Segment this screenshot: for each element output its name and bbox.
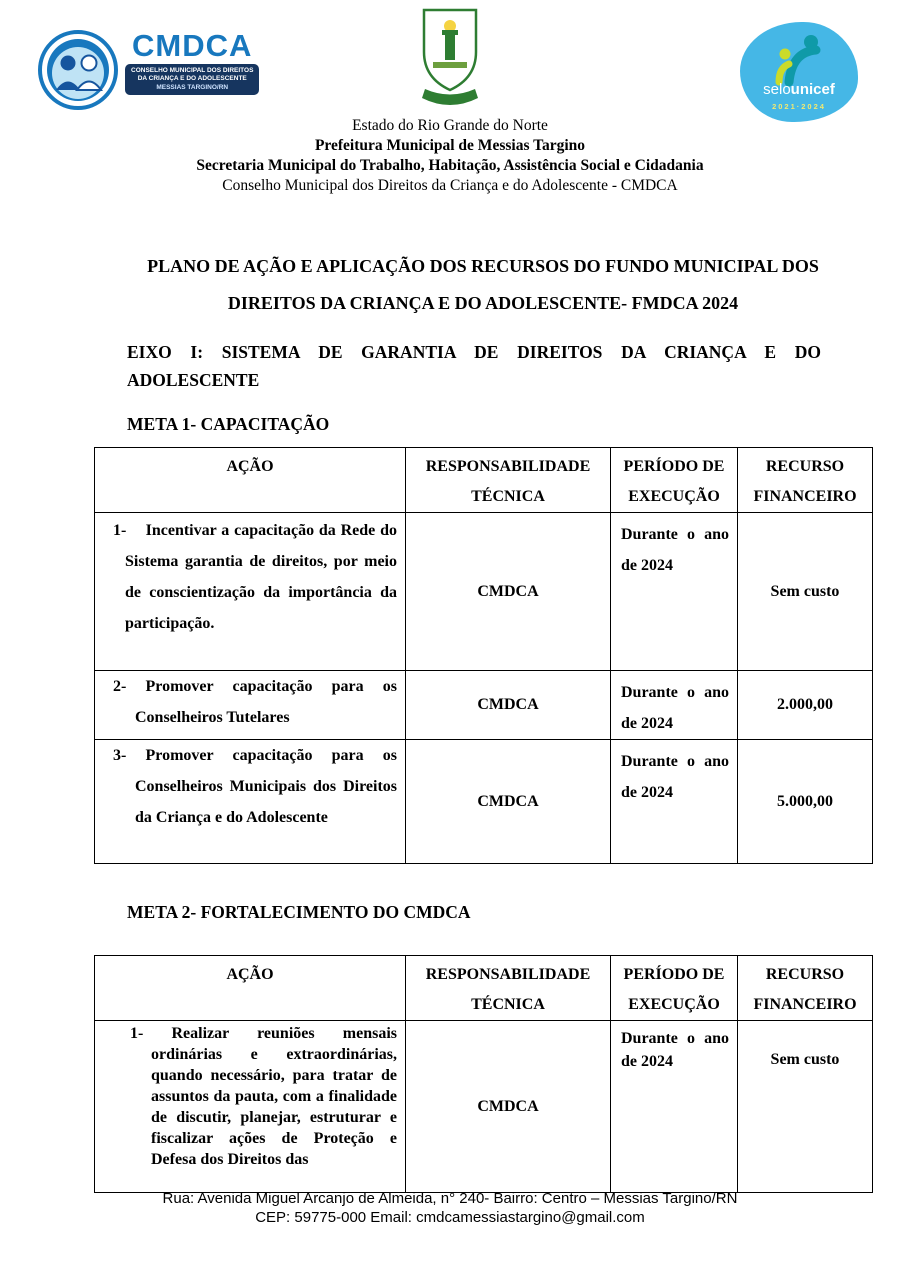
column-header-periodo [611,956,738,1021]
footer-line-1: Rua: Avenida Miguel Arcanjo de Almeida, n° 240- Bairro: Centro – Messias Targino/RN [162,1190,738,1207]
document-title-line-1: PLANO DE AÇÃO E APLICAÇÃO DOS RECURSOS DO FUNDO MUNICIPAL DOS [147,256,819,276]
cmdca-caption-line-1: CONSELHO MUNICIPAL DOS DIREITOS [131,67,254,74]
cell-responsabilidade: CMDCA [406,513,611,671]
cmdca-children-icon [38,30,118,110]
selo-word: selo [763,81,791,98]
table-row [95,513,873,671]
cell-acao: 2- Promover capacitação para os Conselheiros Tutelares [95,671,406,740]
recurso-header-line-2: FINANCEIRO [753,996,857,1013]
cell-responsabilidade: CMDCA [406,1021,611,1193]
acao-header-label: AÇÃO [226,966,274,983]
cell-periodo: Durante o ano de 2024 [611,740,738,864]
cell-periodo: Durante o ano de 2024 [611,671,738,740]
meta2-header-row [95,956,873,1021]
table-row [95,1021,873,1193]
cell-responsabilidade: CMDCA [406,671,611,740]
document-title-line-2: DIREITOS DA CRIANÇA E DO ADOLESCENTE- FMDCA 2024 [227,293,739,313]
cmdca-wordmark: CMDCA [132,28,253,63]
selo-unicef-label [740,82,858,98]
cell-acao: 1- Realizar reuniões mensais ordinárias e extraordinárias, quando necessário, para tratar de assuntos da pauta, com a finalidade de discutir, planejar, estruturar e fiscalizar ações de Proteção e Defesa dos Direitos das [95,1021,406,1193]
responsabilidade-header-line-1: RESPONSABILIDADE [425,458,591,475]
cell-recurso: Sem custo [738,1021,873,1193]
meta1-table [94,447,873,864]
unicef-figures-icon [740,28,858,88]
column-header-acao [95,956,406,1021]
acao-header-label: AÇÃO [226,458,274,475]
eixo-line-1: EIXO I: SISTEMA DE GARANTIA DE DIREITOS DA CRIANÇA E DO [127,342,821,362]
meta2-table [94,955,873,1193]
recurso-header-line-1: RECURSO [765,966,845,983]
responsabilidade-header-line-2: TÉCNICA [471,996,545,1013]
footer-line-2: CEP: 59775-000 Email: cmdcamessiastargino@gmail.com [255,1209,645,1226]
cell-periodo: Durante o ano de 2024 [611,513,738,671]
logo-row [0,0,900,112]
org-line-4: Conselho Municipal dos Direitos da Criança e do Adolescente - CMDCA [222,177,678,194]
cell-periodo: Durante o ano de 2024 [611,1021,738,1193]
eixo-heading [127,338,821,394]
recurso-header-line-2: FINANCEIRO [753,488,857,505]
column-header-acao [95,448,406,513]
periodo-header-line-1: PERÍODO DE [623,458,725,475]
periodo-header-line-1: PERÍODO DE [623,966,725,983]
meta1-heading: META 1- CAPACITAÇÃO [127,414,330,434]
cell-recurso: 5.000,00 [738,740,873,864]
recurso-header-line-1: RECURSO [765,458,845,475]
selo-unicef-years: 2021·2024 [772,102,826,111]
meta1-header-row [95,448,873,513]
column-header-recurso [738,956,873,1021]
cell-responsabilidade: CMDCA [406,740,611,864]
cmdca-logo [38,30,259,110]
org-header [0,116,900,196]
selo-unicef-badge [740,22,858,122]
unicef-word: unicef [790,81,835,98]
table-row [95,671,873,740]
cmdca-logo-text [125,30,259,95]
meta2-heading: META 2- FORTALECIMENTO DO CMDCA [127,902,471,922]
cmdca-logo-caption [125,64,259,95]
unicef-blob-shape [740,22,858,122]
cell-acao: 3- Promover capacitação para os Conselheiros Municipais dos Direitos da Criança e do Adolescente [95,740,406,864]
cell-recurso: Sem custo [738,513,873,671]
org-line-1: Estado do Rio Grande do Norte [352,117,548,134]
cell-recurso: 2.000,00 [738,671,873,740]
city-coat-of-arms [419,6,481,113]
responsabilidade-header-line-2: TÉCNICA [471,488,545,505]
cell-acao: 1- Incentivar a capacitação da Rede do Sistema garantia de direitos, por meio de conscientização da importância da participação. [95,513,406,671]
document-body [0,248,900,1193]
column-header-recurso [738,448,873,513]
org-line-3: Secretaria Municipal do Trabalho, Habitação, Assistência Social e Cidadania [196,157,704,174]
page-footer [0,1189,900,1227]
responsabilidade-header-line-1: RESPONSABILIDADE [425,966,591,983]
org-line-2: Prefeitura Municipal de Messias Targino [314,137,586,154]
column-header-periodo [611,448,738,513]
cmdca-caption-line-2: DA CRIANÇA E DO ADOLESCENTE [137,75,247,82]
column-header-responsabilidade [406,448,611,513]
document-title [94,248,872,322]
cmdca-caption-line-3: MESSIAS TARGINO/RN [156,84,229,91]
periodo-header-line-2: EXECUÇÃO [628,996,720,1013]
coat-of-arms-icon [419,6,481,108]
eixo-line-2: ADOLESCENTE [127,370,260,390]
periodo-header-line-2: EXECUÇÃO [628,488,720,505]
table-row [95,740,873,864]
column-header-responsabilidade [406,956,611,1021]
